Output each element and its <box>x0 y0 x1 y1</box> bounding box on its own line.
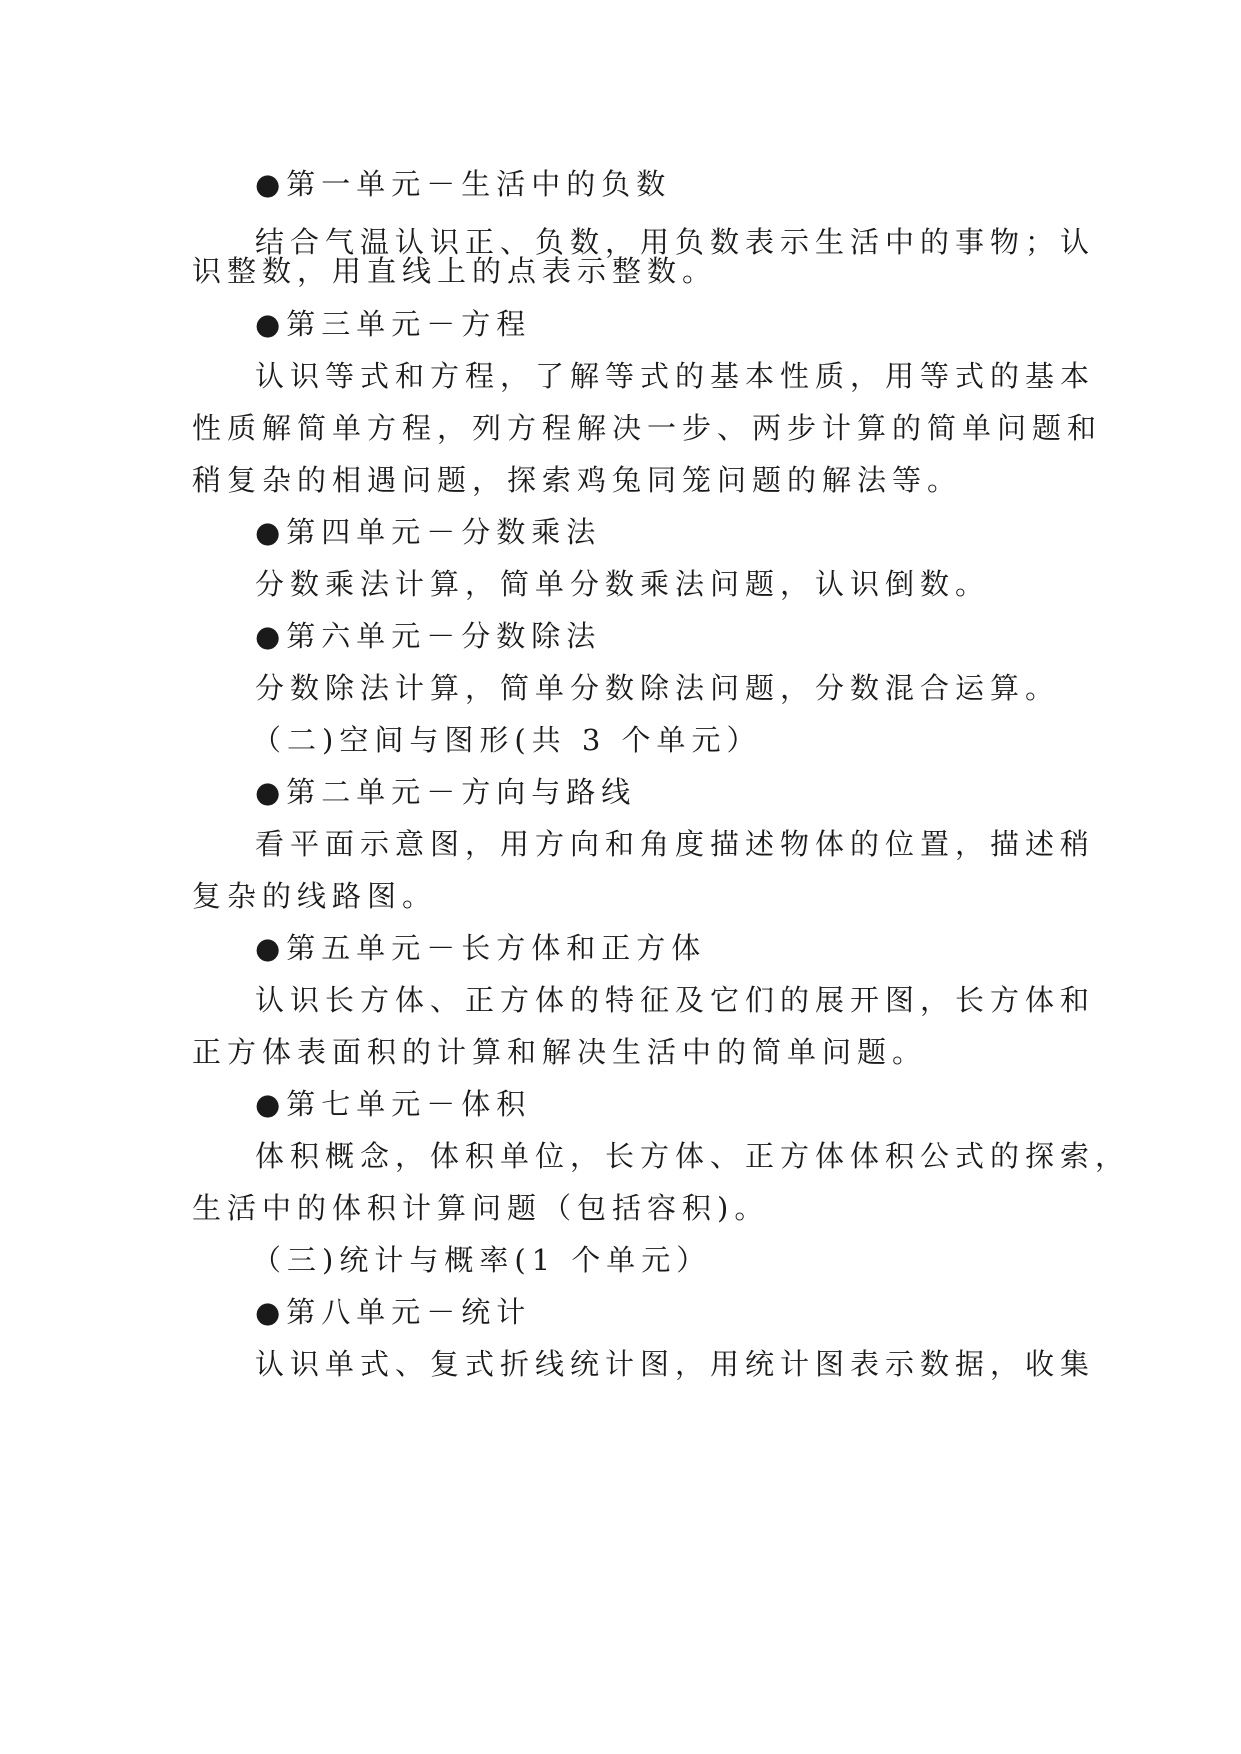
section-heading-space-geometry: （二)空间与图形(共 3 个单元） <box>252 723 762 757</box>
paragraph-line: 体积概念，体积单位，长方体、正方体体积公式的探索， <box>255 1139 1131 1173</box>
paragraph-line: 结合气温认识正、负数，用负数表示生活中的事物；认 <box>255 225 1096 259</box>
unit-heading-1: ●第一单元－生活中的负数 <box>255 167 672 201</box>
unit-heading-7: ●第七单元－体积 <box>255 1087 532 1121</box>
paragraph-line: 识整数，用直线上的点表示整数。 <box>192 254 718 288</box>
paragraph-line: 认识长方体、正方体的特征及它们的展开图，长方体和 <box>255 983 1096 1017</box>
paragraph-line: 看平面示意图，用方向和角度描述物体的位置，描述稍 <box>255 827 1096 861</box>
paragraph-line: 分数除法计算，简单分数除法问题，分数混合运算。 <box>255 671 1061 705</box>
unit-heading-6: ●第六单元－分数除法 <box>255 619 602 653</box>
unit-heading-8: ●第八单元－统计 <box>255 1295 532 1329</box>
unit-heading-5: ●第五单元－长方体和正方体 <box>255 931 707 965</box>
paragraph-line: 正方体表面积的计算和解决生活中的简单问题。 <box>192 1035 928 1069</box>
unit-heading-2: ●第二单元－方向与路线 <box>255 775 637 809</box>
paragraph-line: 复杂的线路图。 <box>192 879 438 913</box>
paragraph-line: 稍复杂的相遇问题，探索鸡兔同笼问题的解法等。 <box>192 463 963 497</box>
paragraph-line: 生活中的体积计算问题（包括容积)。 <box>192 1191 770 1225</box>
paragraph-line: 认识等式和方程，了解等式的基本性质，用等式的基本 <box>255 359 1096 393</box>
paragraph-line: 认识单式、复式折线统计图，用统计图表示数据，收集 <box>255 1347 1096 1381</box>
unit-heading-3: ●第三单元－方程 <box>255 307 532 341</box>
unit-heading-4: ●第四单元－分数乘法 <box>255 515 602 549</box>
paragraph-line: 分数乘法计算，简单分数乘法问题，认识倒数。 <box>255 567 991 601</box>
section-heading-statistics: （三)统计与概率(1 个单元） <box>252 1243 712 1277</box>
paragraph-line: 性质解简单方程，列方程解决一步、两步计算的简单问题和 <box>192 411 1103 445</box>
